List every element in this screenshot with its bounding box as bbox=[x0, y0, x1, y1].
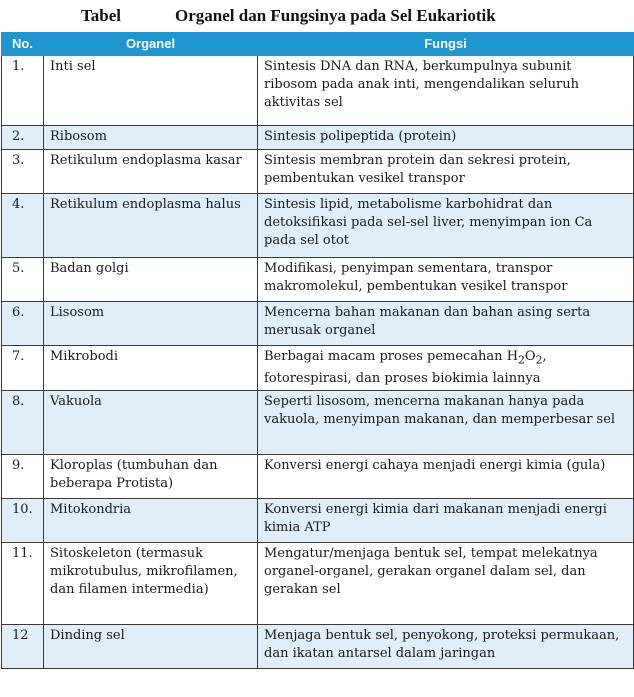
table-caption bbox=[0, 0, 634, 32]
row-organel: Kloroplas (tumbuhan dan beberapa Protista) bbox=[44, 454, 258, 498]
table-row bbox=[2, 346, 634, 391]
row-number: 12 bbox=[2, 624, 44, 668]
table-row bbox=[2, 194, 634, 258]
header-no: No. bbox=[2, 33, 44, 56]
row-organel: Badan golgi bbox=[44, 258, 258, 302]
row-fungsi: Modifikasi, penyimpan sementara, transpor makromolekul, pembentukan vesikel transpor bbox=[258, 258, 634, 302]
row-fungsi: Sintesis membran protein dan sekresi protein, pembentukan vesikel transpor bbox=[258, 150, 634, 194]
header-organel: Organel bbox=[44, 33, 258, 56]
row-fungsi: Seperti lisosom, mencerna makanan hanya pada vakuola, menyimpan makanan, dan memperbesar sel bbox=[258, 390, 634, 454]
row-number: 10. bbox=[2, 498, 44, 542]
row-fungsi: Menjaga bentuk sel, penyokong, proteksi permukaan, dan ikatan antarsel dalam jaringan bbox=[258, 624, 634, 668]
row-fungsi: Konversi energi kimia dari makanan menjadi energi kimia ATP bbox=[258, 498, 634, 542]
row-number: 6. bbox=[2, 302, 44, 346]
table-row bbox=[2, 126, 634, 150]
row-organel: Ribosom bbox=[44, 126, 258, 150]
row-fungsi: Mengatur/menjaga bentuk sel, tempat melekatnya organel-organel, gerakan organel dalam sel, dan gerakan sel bbox=[258, 542, 634, 624]
row-fungsi: Konversi energi cahaya menjadi energi kimia (gula) bbox=[258, 454, 634, 498]
fungsi-text: , fotorespirasi, dan proses biokimia lainnya bbox=[264, 349, 547, 386]
table-row bbox=[2, 56, 634, 126]
row-number: 11. bbox=[2, 542, 44, 624]
header-fungsi: Fungsi bbox=[258, 33, 634, 56]
row-organel: Lisosom bbox=[44, 302, 258, 346]
row-fungsi bbox=[258, 346, 634, 391]
fungsi-text: O bbox=[524, 349, 536, 364]
row-fungsi: Sintesis polipeptida (protein) bbox=[258, 126, 634, 150]
table-row bbox=[2, 390, 634, 454]
row-fungsi: Sintesis lipid, metabolisme karbohidrat dan detoksifikasi pada sel-sel liver, menyimpan ion Ca pada sel otot bbox=[258, 194, 634, 258]
caption-title: Organel dan Fungsinya pada Sel Eukariotik bbox=[175, 6, 496, 25]
row-organel: Mitokondria bbox=[44, 498, 258, 542]
row-organel: Vakuola bbox=[44, 390, 258, 454]
caption-label: Tabel bbox=[81, 6, 122, 25]
row-number: 7. bbox=[2, 346, 44, 391]
subscript: 2 bbox=[535, 353, 543, 367]
row-number: 5. bbox=[2, 258, 44, 302]
table-row bbox=[2, 454, 634, 498]
row-number: 2. bbox=[2, 126, 44, 150]
table-row bbox=[2, 150, 634, 194]
table-row bbox=[2, 302, 634, 346]
table-header-row bbox=[2, 33, 634, 56]
row-number: 1. bbox=[2, 56, 44, 126]
row-fungsi: Sintesis DNA dan RNA, berkumpulnya subunit ribosom pada anak inti, mengendalikan seluruh aktivitas sel bbox=[258, 56, 634, 126]
fungsi-text: Berbagai macam proses pemecahan H bbox=[264, 349, 519, 364]
row-number: 9. bbox=[2, 454, 44, 498]
row-organel: Retikulum endoplasma kasar bbox=[44, 150, 258, 194]
table-row bbox=[2, 542, 634, 624]
row-number: 3. bbox=[2, 150, 44, 194]
row-number: 4. bbox=[2, 194, 44, 258]
table-row bbox=[2, 258, 634, 302]
organel-table bbox=[1, 32, 634, 669]
subscript: 2 bbox=[518, 353, 525, 367]
row-organel: Dinding sel bbox=[44, 624, 258, 668]
row-fungsi: Mencerna bahan makanan dan bahan asing serta merusak organel bbox=[258, 302, 634, 346]
row-organel: Mikrobodi bbox=[44, 346, 258, 391]
row-organel: Sitoskeleton (termasuk mikrotubulus, mikrofilamen, dan filamen intermedia) bbox=[44, 542, 258, 624]
row-organel: Retikulum endoplasma halus bbox=[44, 194, 258, 258]
table-row bbox=[2, 624, 634, 668]
row-number: 8. bbox=[2, 390, 44, 454]
row-organel: Inti sel bbox=[44, 56, 258, 126]
table-row bbox=[2, 498, 634, 542]
